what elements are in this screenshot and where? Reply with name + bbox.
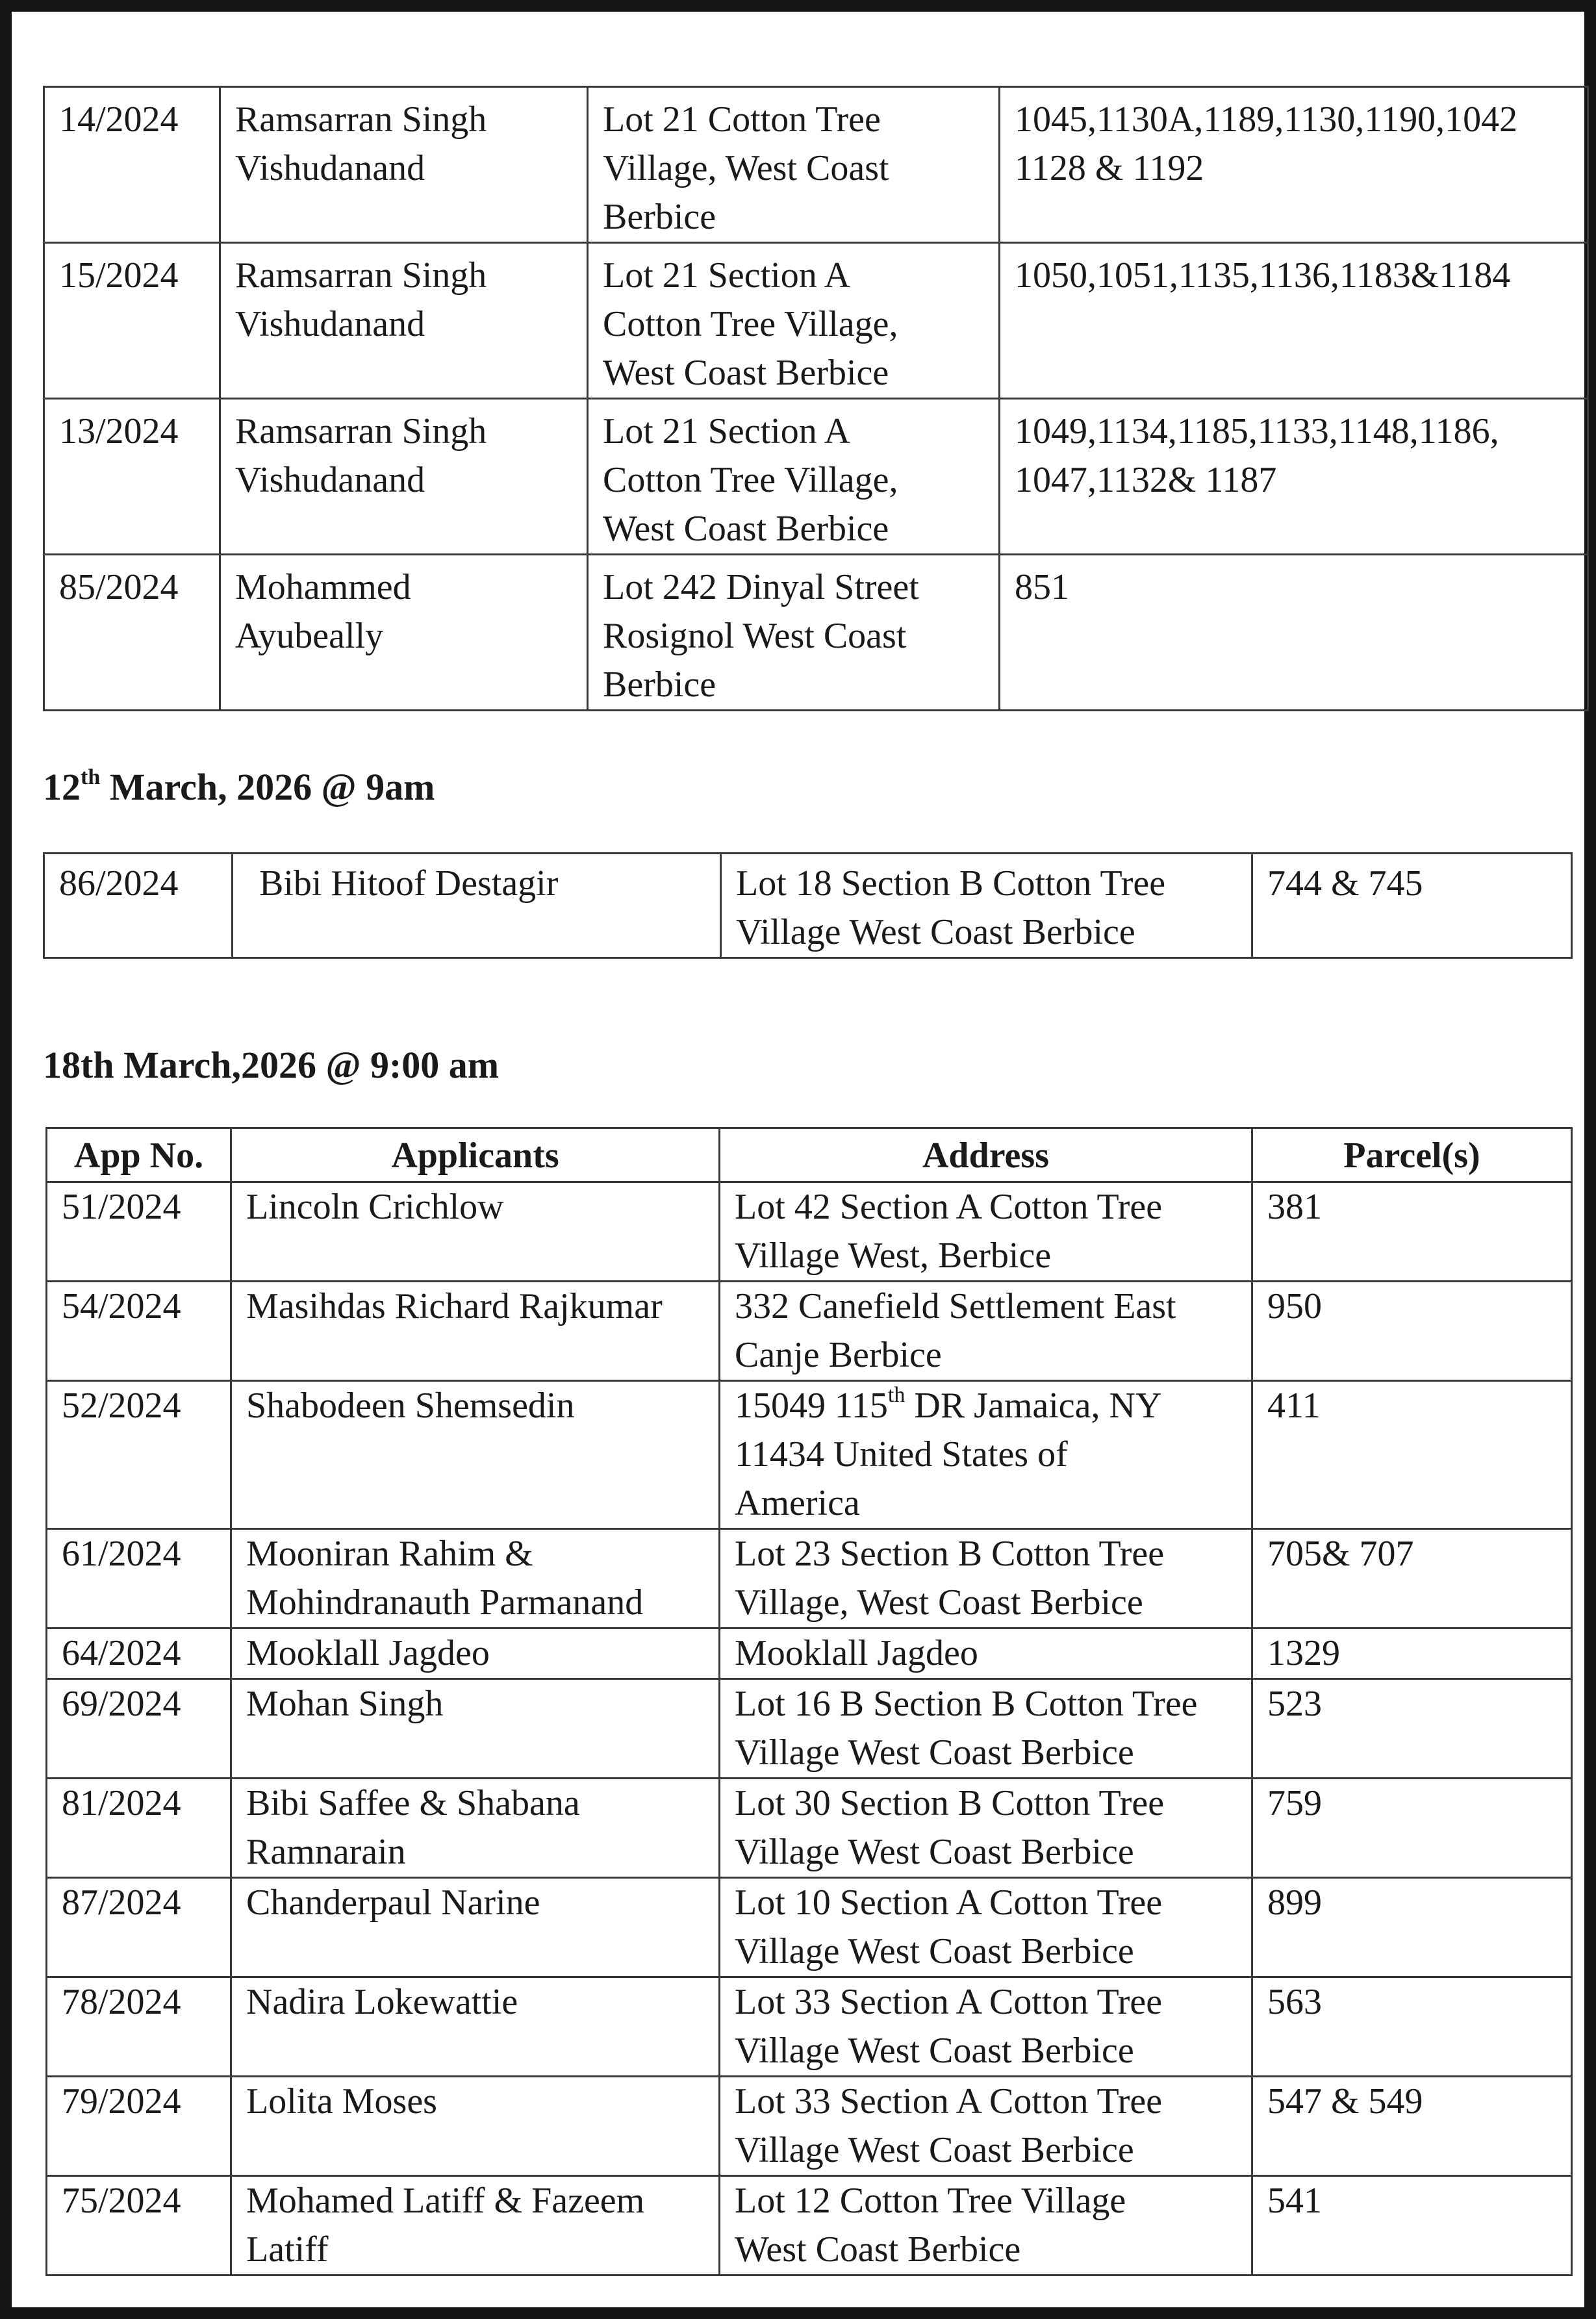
app-number-cell: 86/2024 xyxy=(44,854,233,958)
hearing-date-heading xyxy=(43,765,435,809)
parcels-cell: 759 xyxy=(1252,1779,1572,1878)
app-number-cell: 13/2024 xyxy=(44,399,220,555)
app-number-cell: 54/2024 xyxy=(47,1282,231,1381)
applicant-cell: Mohan Singh xyxy=(231,1679,720,1779)
table-row xyxy=(44,854,1572,958)
address-cell: Lot 18 Section B Cotton Tree Village West Coast Berbice xyxy=(721,854,1252,958)
table-row xyxy=(44,243,1588,399)
parcels-cell: 1049,1134,1185,1133,1148,1186, 1047,1132& 1187 xyxy=(1000,399,1588,555)
table-row xyxy=(47,1282,1572,1381)
parcels-cell: 1045,1130A,1189,1130,1190,1042 1128 & 1192 xyxy=(1000,87,1588,243)
table-row xyxy=(47,1381,1572,1529)
parcels-cell: 744 & 745 xyxy=(1252,854,1572,958)
app-number-cell: 69/2024 xyxy=(47,1679,231,1779)
heading-day: 12 xyxy=(43,766,81,808)
applicant-cell: Mohammed Ayubeally xyxy=(220,555,588,711)
app-no-header: App No. xyxy=(47,1128,231,1182)
table-row xyxy=(47,1679,1572,1779)
table-row xyxy=(44,555,1588,711)
address-part: 15049 115 xyxy=(735,1386,888,1426)
table-row xyxy=(47,2176,1572,2275)
applicant-cell: Masihdas Richard Rajkumar xyxy=(231,1282,720,1381)
applicant-cell: Lolita Moses xyxy=(231,2077,720,2176)
applicant-cell: Mohamed Latiff & Fazeem Latiff xyxy=(231,2176,720,2275)
applicant-cell: Lincoln Crichlow xyxy=(231,1182,720,1282)
parcels-cell: 541 xyxy=(1252,2176,1572,2275)
address-cell: 332 Canefield Settlement East Canje Berbice xyxy=(720,1282,1252,1381)
parcels-cell: 563 xyxy=(1252,1977,1572,2077)
app-number-cell: 87/2024 xyxy=(47,1878,231,1977)
table-row xyxy=(47,1878,1572,1977)
applicant-cell: Mooklall Jagdeo xyxy=(231,1628,720,1679)
address-cell: Lot 10 Section A Cotton Tree Village West Coast Berbice xyxy=(720,1878,1252,1977)
hearing-table-1 xyxy=(43,86,1589,711)
parcels-cell: 1329 xyxy=(1252,1628,1572,1679)
heading-rest: March, 2026 @ 9am xyxy=(100,766,435,808)
address-cell: Lot 21 Section A Cotton Tree Village, West Coast Berbice xyxy=(588,399,1000,555)
address-cell: Lot 21 Section A Cotton Tree Village, West Coast Berbice xyxy=(588,243,1000,399)
app-number-cell: 14/2024 xyxy=(44,87,220,243)
address-cell: Lot 30 Section B Cotton Tree Village West Coast Berbice xyxy=(720,1779,1252,1878)
app-number-cell: 79/2024 xyxy=(47,2077,231,2176)
parcels-cell: 899 xyxy=(1252,1878,1572,1977)
address-cell: Lot 21 Cotton Tree Village, West Coast Berbice xyxy=(588,87,1000,243)
parcels-cell: 851 xyxy=(1000,555,1588,711)
app-number-cell: 75/2024 xyxy=(47,2176,231,2275)
app-number-cell: 61/2024 xyxy=(47,1529,231,1628)
parcels-cell: 950 xyxy=(1252,1282,1572,1381)
app-number-cell: 64/2024 xyxy=(47,1628,231,1679)
address-cell: Lot 242 Dinyal Street Rosignol West Coast Berbice xyxy=(588,555,1000,711)
address-superscript: th xyxy=(887,1383,906,1407)
applicant-cell: Chanderpaul Narine xyxy=(231,1878,720,1977)
app-number-cell: 81/2024 xyxy=(47,1779,231,1878)
address-cell: Lot 42 Section A Cotton Tree Village West, Berbice xyxy=(720,1182,1252,1282)
app-number-cell: 85/2024 xyxy=(44,555,220,711)
address-header: Address xyxy=(720,1128,1252,1182)
address-cell: Lot 33 Section A Cotton Tree Village West Coast Berbice xyxy=(720,2077,1252,2176)
address-cell: Mooklall Jagdeo xyxy=(720,1628,1252,1679)
address-cell: Lot 16 B Section B Cotton Tree Village West Coast Berbice xyxy=(720,1679,1252,1779)
heading-day-suffix: th xyxy=(81,765,101,789)
parcels-cell: 547 & 549 xyxy=(1252,2077,1572,2176)
table-row xyxy=(44,399,1588,555)
address-cell xyxy=(720,1381,1252,1529)
applicant-cell: Nadira Lokewattie xyxy=(231,1977,720,2077)
address-part: DR Jamaica, NY 11434 United States of America xyxy=(735,1386,1162,1523)
table-row xyxy=(47,2077,1572,2176)
applicants-header: Applicants xyxy=(231,1128,720,1182)
hearing-table-3 xyxy=(45,1127,1573,2276)
applicant-cell: Ramsarran Singh Vishudanand xyxy=(220,399,588,555)
parcels-cell: 1050,1051,1135,1136,1183&1184 xyxy=(1000,243,1588,399)
applicant-cell: Shabodeen Shemsedin xyxy=(231,1381,720,1529)
parcels-cell: 411 xyxy=(1252,1381,1572,1529)
parcels-cell: 523 xyxy=(1252,1679,1572,1779)
table-row xyxy=(47,1529,1572,1628)
hearing-table-2 xyxy=(43,852,1573,959)
applicant-cell: Bibi Hitoof Destagir xyxy=(233,854,721,958)
applicant-cell: Ramsarran Singh Vishudanand xyxy=(220,243,588,399)
app-number-cell: 15/2024 xyxy=(44,243,220,399)
table-row xyxy=(47,1977,1572,2077)
table-row xyxy=(47,1779,1572,1878)
app-number-cell: 51/2024 xyxy=(47,1182,231,1282)
app-number-cell: 52/2024 xyxy=(47,1381,231,1529)
parcels-header: Parcel(s) xyxy=(1252,1128,1572,1182)
applicant-cell: Mooniran Rahim & Mohindranauth Parmanand xyxy=(231,1529,720,1628)
table-row xyxy=(44,87,1588,243)
table-row xyxy=(47,1628,1572,1679)
address-cell: Lot 33 Section A Cotton Tree Village West Coast Berbice xyxy=(720,1977,1252,2077)
applicant-cell: Ramsarran Singh Vishudanand xyxy=(220,87,588,243)
table-header-row xyxy=(47,1128,1572,1182)
address-cell: Lot 23 Section B Cotton Tree Village, West Coast Berbice xyxy=(720,1529,1252,1628)
address-cell: Lot 12 Cotton Tree Village West Coast Berbice xyxy=(720,2176,1252,2275)
hearing-date-heading-2: 18th March,2026 @ 9:00 am xyxy=(43,1044,500,1086)
table-row xyxy=(47,1182,1572,1282)
parcels-cell: 381 xyxy=(1252,1182,1572,1282)
applicant-cell: Bibi Saffee & Shabana Ramnarain xyxy=(231,1779,720,1878)
app-number-cell: 78/2024 xyxy=(47,1977,231,2077)
parcels-cell: 705& 707 xyxy=(1252,1529,1572,1628)
